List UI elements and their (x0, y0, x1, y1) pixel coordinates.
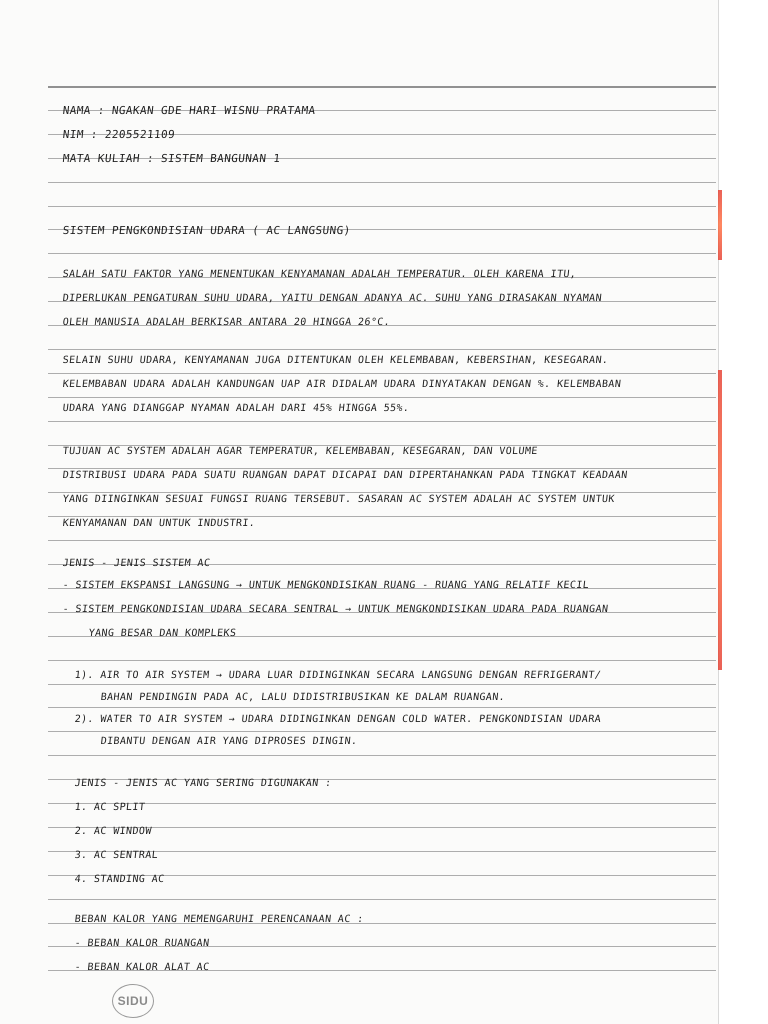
jenis-ac-item-1: 1. AC SPLIT (74, 802, 146, 813)
paragraph2-line1: SELAIN SUHU UDARA, KENYAMANAN JUGA DITENTUKAN OLEH KELEMBABAN, KEBERSIHAN, KESEGARAN. (62, 355, 609, 366)
jenis-sistem-item-1: - SISTEM EKSPANSI LANGSUNG → UNTUK MENGKONDISIKAN RUANG - RUANG YANG RELATIF KECIL (62, 580, 590, 591)
jenis-sistem-item-2: - SISTEM PENGKONDISIAN UDARA SECARA SENTRAL → UNTUK MENGKONDISIKAN UDARA PADA RUANGAN (62, 604, 609, 615)
rule-line (48, 86, 716, 88)
jenis-ac-item-3: 3. AC SENTRAL (74, 850, 159, 861)
rule-line (48, 421, 716, 422)
rule-line (48, 899, 716, 900)
beban-kalor-item-2: - BEBAN KALOR ALAT AC (74, 962, 210, 973)
rule-line (48, 516, 716, 517)
beban-kalor-item-1: - BEBAN KALOR RUANGAN (74, 938, 210, 949)
paragraph1-line3: OLEH MANUSIA ADALAH BERKISAR ANTARA 20 HINGGA 26°C. (62, 317, 391, 328)
paragraph3-line2: DISTRIBUSI UDARA PADA SUATU RUANGAN DAPAT DICAPAI DAN DIPERTAHANKAN PADA TINGKAT KEADAAN (62, 470, 629, 481)
document-title: SISTEM PENGKONDISIAN UDARA ( AC LANGSUNG) (62, 224, 352, 237)
sidu-logo: SIDU (112, 984, 154, 1018)
rule-line (48, 182, 716, 183)
mata-kuliah-line: MATA KULIAH : SISTEM BANGUNAN 1 (62, 152, 282, 165)
paragraph1-line2: DIPERLUKAN PENGATURAN SUHU UDARA, YAITU DENGAN ADANYA AC. SUHU YANG DIRASAKAN NYAMAN (62, 293, 603, 304)
red-edge-mark-2 (718, 370, 722, 670)
rule-line (48, 731, 716, 732)
system-2-line1: 2). WATER TO AIR SYSTEM → UDARA DIDINGINKAN DENGAN COLD WATER. PENGKONDISIAN UDARA (74, 714, 602, 725)
rule-line (48, 492, 716, 493)
system-1-line1: 1). AIR TO AIR SYSTEM → UDARA LUAR DIDINGINKAN SECARA LANGSUNG DENGAN REFRIGERANT/ (74, 670, 602, 681)
jenis-sistem-item-2-cont: YANG BESAR DAN KOMPLEKS (88, 628, 237, 639)
rule-line (48, 206, 716, 207)
nim-line: NIM : 2205521109 (62, 128, 176, 141)
rule-line (48, 755, 716, 756)
rule-line (48, 397, 716, 398)
paragraph1-line1: SALAH SATU FAKTOR YANG MENENTUKAN KENYAMANAN ADALAH TEMPERATUR. OLEH KARENA ITU, (62, 269, 577, 280)
rule-line (48, 373, 716, 374)
page-right-margin (718, 0, 768, 1024)
rule-line (48, 349, 716, 350)
paragraph3-line3: YANG DIINGINKAN SESUAI FUNGSI RUANG TERSEBUT. SASARAN AC SYSTEM ADALAH AC SYSTEM UNTUK (62, 494, 616, 505)
nama-line: NAMA : NGAKAN GDE HARI WISNU PRATAMA (62, 104, 317, 117)
rule-line (48, 660, 716, 661)
jenis-ac-item-2: 2. AC WINDOW (74, 826, 153, 837)
paragraph2-line2: KELEMBABAN UDARA ADALAH KANDUNGAN UAP AIR DIDALAM UDARA DINYATAKAN DENGAN %. KELEMBABAN (62, 379, 622, 390)
red-edge-mark-1 (718, 190, 722, 260)
jenis-ac-heading: JENIS - JENIS AC YANG SERING DIGUNAKAN : (74, 778, 332, 789)
rule-line (48, 253, 716, 254)
jenis-ac-item-4: 4. STANDING AC (74, 874, 166, 885)
rule-line (48, 468, 716, 469)
beban-kalor-heading: BEBAN KALOR YANG MEMENGARUHI PERENCANAAN AC : (74, 914, 365, 925)
paragraph2-line3: UDARA YANG DIANGGAP NYAMAN ADALAH DARI 45% HINGGA 55%. (62, 403, 410, 414)
jenis-sistem-heading: JENIS - JENIS SISTEM AC (62, 558, 211, 569)
paragraph3-line4: KENYAMANAN DAN UNTUK INDUSTRI. (62, 518, 256, 529)
rule-line (48, 684, 716, 685)
rule-line (48, 540, 716, 541)
system-1-line2: BAHAN PENDINGIN PADA AC, LALU DIDISTRIBUSIKAN KE DALAM RUANGAN. (100, 692, 506, 703)
paragraph3-line1: TUJUAN AC SYSTEM ADALAH AGAR TEMPERATUR, KELEMBABAN, KESEGARAN, DAN VOLUME (62, 446, 539, 457)
rule-line (48, 707, 716, 708)
system-2-line2: DIBANTU DENGAN AIR YANG DIPROSES DINGIN. (100, 736, 358, 747)
